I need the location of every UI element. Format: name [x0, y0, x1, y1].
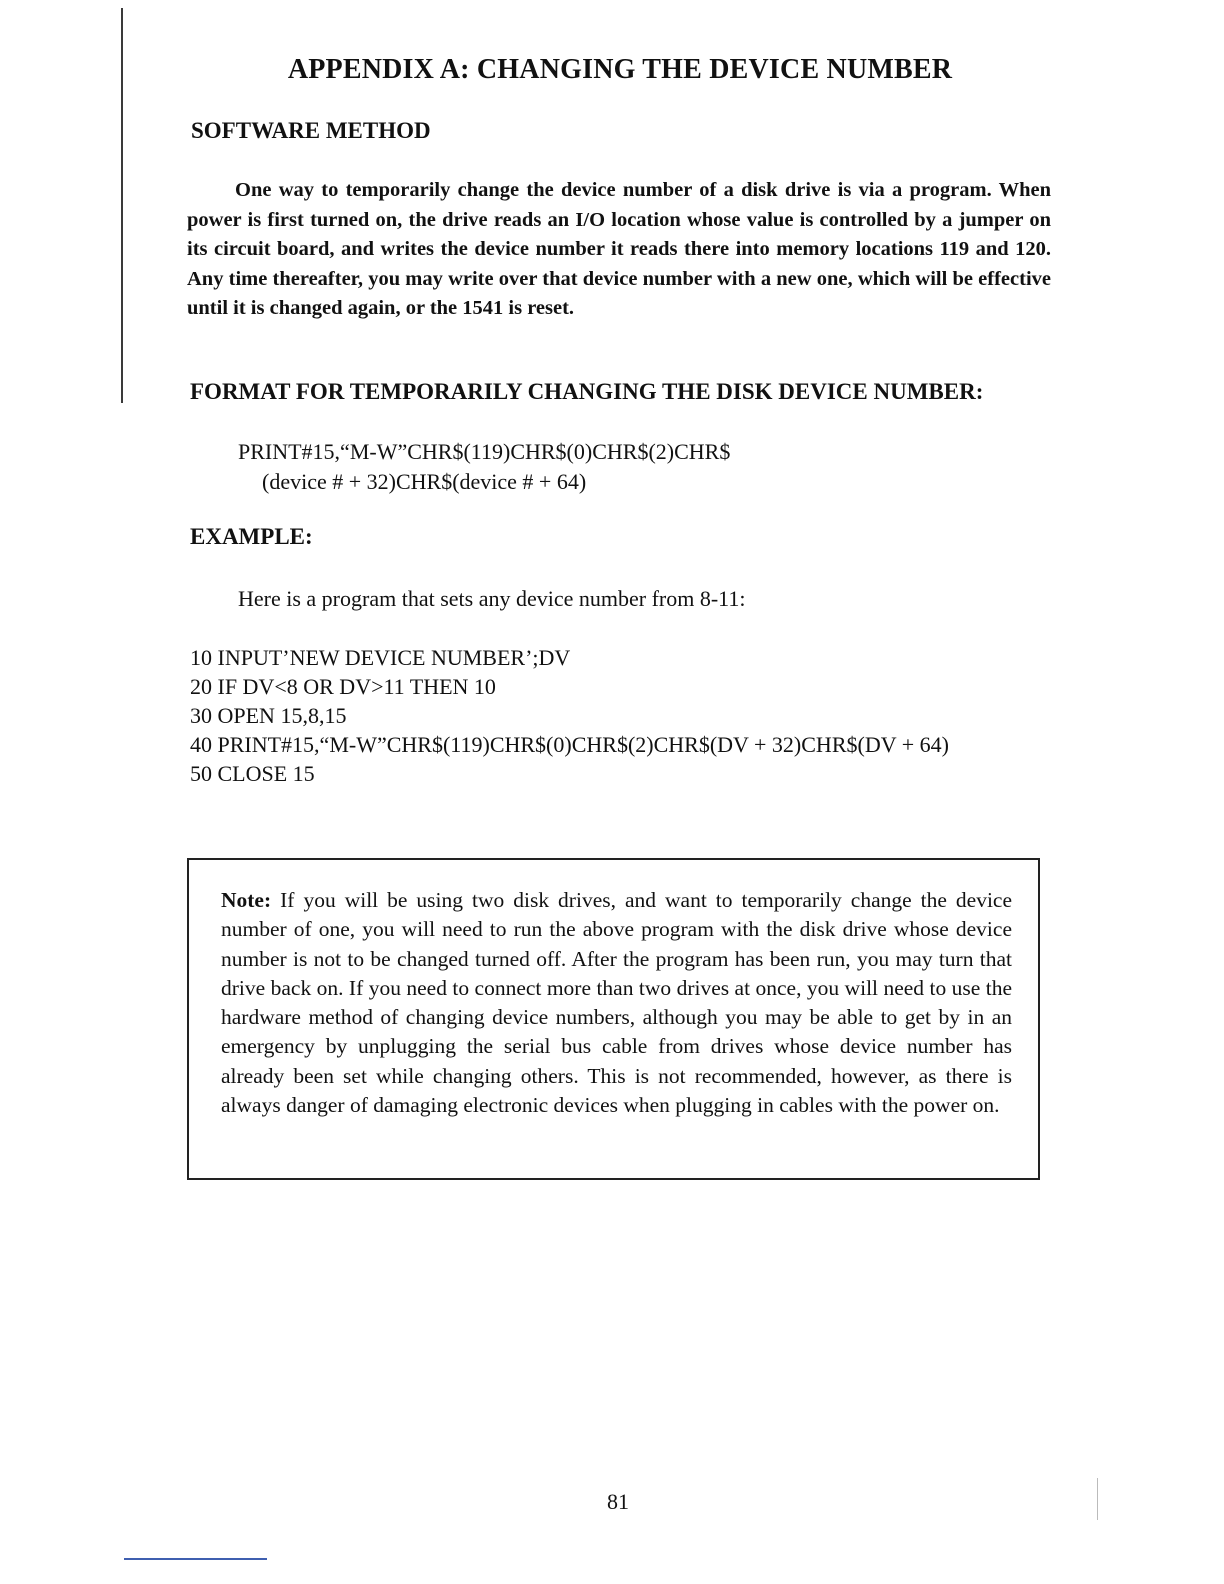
section-heading-software-method: SOFTWARE METHOD	[191, 118, 431, 143]
format-code-line-1: PRINT#15,“M-W”CHR$(119)CHR$(0)CHR$(2)CHR$	[238, 439, 731, 464]
page-number: 81	[607, 1489, 629, 1514]
program-line: 10 INPUT’NEW DEVICE NUMBER’;DV	[190, 645, 571, 670]
program-line: 20 IF DV<8 OR DV>11 THEN 10	[190, 674, 496, 699]
program-line: 40 PRINT#15,“M-W”CHR$(119)CHR$(0)CHR$(2)CHR$(DV + 32)CHR$(DV + 64)	[190, 732, 949, 757]
format-code-line-2: (device # + 32)CHR$(device # + 64)	[262, 469, 587, 494]
example-intro: Here is a program that sets any device number from 8-11:	[238, 586, 746, 611]
note-paragraph	[221, 886, 1012, 1120]
note-box	[187, 858, 1040, 1180]
program-listing	[190, 643, 949, 788]
intro-paragraph-text: One way to temporarily change the device number of a disk drive is via a program. When power is first turned on, the drive reads an I/O location whose value is controlled by a jumper on its circuit board, and writes the device number it reads there into memory locations 119 and 120. Any time thereafter, you may write over that device number with a new one, which will be effective until it is changed again, or the 1541 is reset.	[187, 179, 1051, 319]
program-line: 30 OPEN 15,8,15	[190, 703, 347, 728]
example-label: EXAMPLE:	[190, 524, 313, 549]
format-code-block	[238, 437, 730, 497]
intro-paragraph	[187, 176, 1051, 324]
note-text: If you will be using two disk drives, and want to temporarily change the device number of one, you will need to run the above program with the disk drive whose device number is not to be changed turned off. After the program has been run, you may turn that drive back on. If you need to connect more than two drives at once, you will need to use the hardware method of changing device numbers, although you may be able to get by in an emergency by unplugging the serial bus cable from drives whose device number has already been set while changing others. This is not recommended, however, as there is always danger of damaging electronic devices when plugging in cables with the power on.	[221, 888, 1013, 1118]
bottom-blue-rule	[124, 1558, 267, 1560]
program-line: 50 CLOSE 15	[190, 761, 315, 786]
note-label: Note:	[221, 888, 272, 912]
page-title: APPENDIX A: CHANGING THE DEVICE NUMBER	[287, 54, 953, 85]
format-heading: FORMAT FOR TEMPORARILY CHANGING THE DISK DEVICE NUMBER:	[190, 379, 984, 404]
